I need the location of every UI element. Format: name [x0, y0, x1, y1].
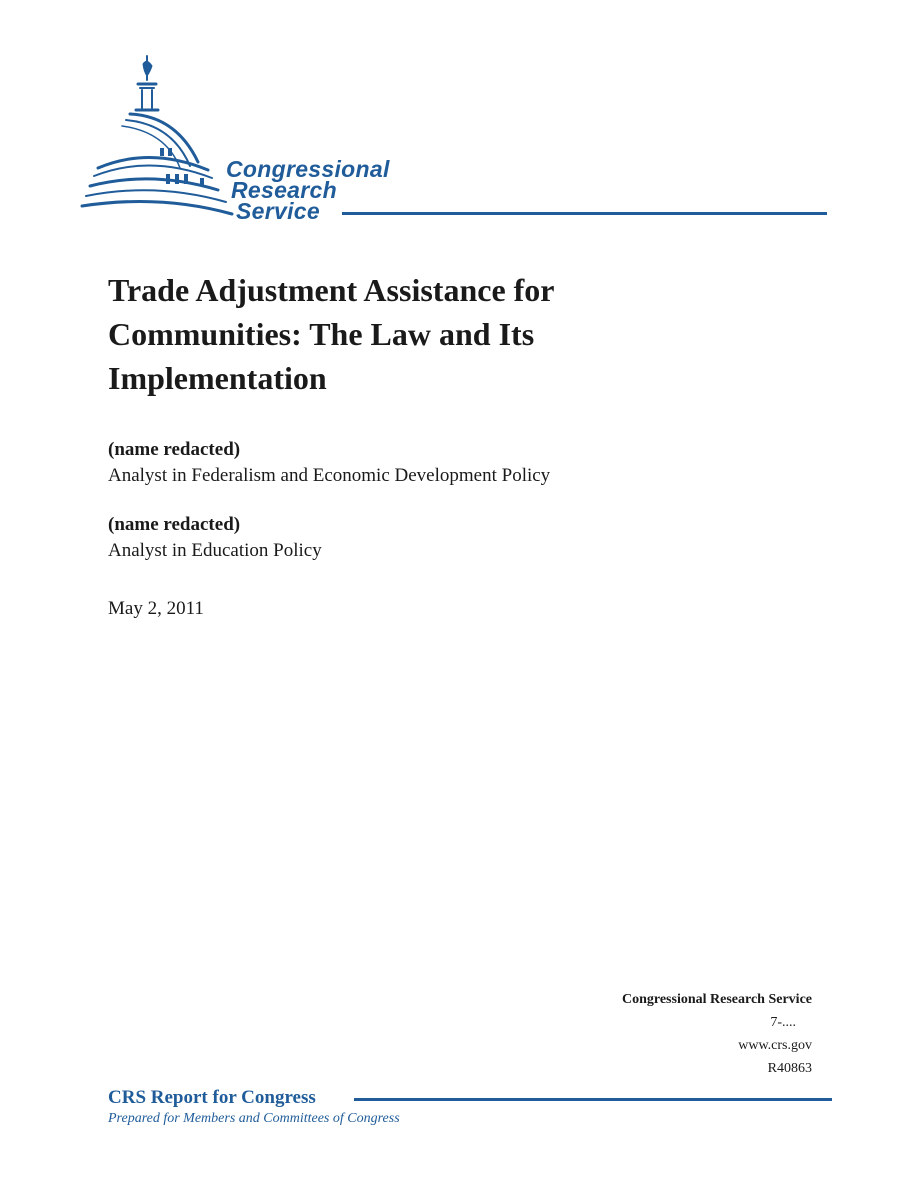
report-title — [108, 268, 748, 400]
crs-logo — [80, 50, 840, 230]
author-role: Analyst in Education Policy — [108, 540, 322, 561]
footer-subtitle: Prepared for Members and Committees of Congress — [108, 1111, 400, 1126]
author-name: (name redacted) — [108, 514, 241, 535]
logo-word-service: Service — [236, 198, 320, 224]
author-role: Analyst in Federalism and Economic Development Policy — [108, 465, 551, 486]
title-line-3: Implementation — [108, 360, 327, 396]
footer-title: CRS Report for Congress — [108, 1087, 316, 1108]
logo-divider — [342, 212, 827, 215]
logo-word-congressional: Congressional — [226, 156, 390, 182]
logo-word-research: Research — [231, 177, 337, 203]
crs-org-name: Congressional Research Service — [621, 992, 812, 1007]
capitol-dome-icon — [80, 50, 260, 230]
title-line-2: Communities: The Law and Its — [108, 316, 535, 352]
crs-website: www.crs.gov — [738, 1038, 812, 1053]
author-block — [108, 512, 322, 564]
footer-divider — [354, 1098, 832, 1101]
report-date: May 2, 2011 — [108, 598, 204, 619]
author-block — [108, 437, 550, 489]
author-name: (name redacted) — [108, 439, 241, 460]
crs-contact-block — [622, 988, 812, 1080]
report-number: R40863 — [767, 1061, 812, 1076]
title-line-1: Trade Adjustment Assistance for — [108, 272, 555, 308]
crs-phone: 7-.... — [770, 1015, 796, 1030]
